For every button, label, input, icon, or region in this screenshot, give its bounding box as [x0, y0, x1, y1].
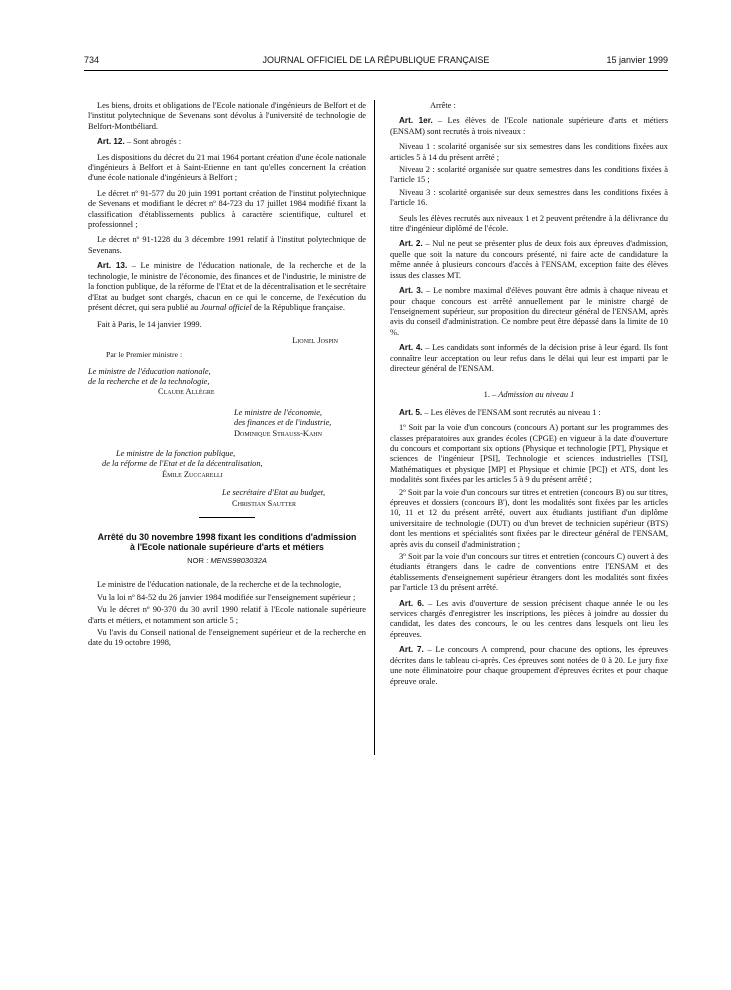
arrete-title: Arrêté du 30 novembre 1998 fixant les conditions d'admission à l'Ecole nationale supérieure d'arts et métiers	[97, 532, 357, 552]
paragraph: Les dispositions du décret du 21 mai 1964 portant création d'une école nationale d'ingénieurs à Belfort et à Saint-Etienne en tant qu'elles concernent la création d'une école nationale d'ingénieurs à Belfort ;	[88, 152, 366, 183]
paragraph: Les biens, droits et obligations de l'Ecole nationale d'ingénieurs de Belfort et de l'institut polytechnique de Sevenans sont dévolus à l'université de technologie de Belfort-Montbéliard.	[88, 101, 366, 131]
signature-prime-minister: Lionel Jospin	[292, 335, 338, 345]
signatory-budget: Le secrétaire d'Etat au budget, Christian Sautter	[222, 488, 326, 508]
signatory-education: Le ministre de l'éducation nationale, de la recherche et de la technologie, Claude Allègre	[88, 366, 215, 397]
paragraph: Vu le décret nº 90-370 du 30 avril 1990 relatif à l'Ecole nationale supérieure d'arts et métiers, et notamment son article 5 ;	[88, 605, 366, 625]
paragraph: 1º Soit par la voie d'un concours (concours A) portant sur les programmes des classes préparatoires aux grandes écoles (CPGE) en vigueur à la date d'ouverture du concours et comportant six options (Physique et technologie [PT], Physique et sciences de l'ingénieur [PSI], Technologie et sciences industrielles [TSI], Mathématiques et physique [MP] et Physique et chimie [PC]) et ATS, dont les modalités sont fixées par les articles 5 à 9 du présent arrêté ;	[390, 423, 668, 485]
arrete-heading: Arrête :	[430, 101, 456, 110]
article-12: Art. 12. – Sont abrogés :	[97, 137, 182, 147]
article-label: Art. 12.	[97, 137, 125, 147]
article-13: Art. 13. – Le ministre de l'éducation nationale, de la recherche et de la technologie, le ministre de l'économie, des finances et de l'industrie, le ministre de la fonction publique, de la réforme de l'Etat et de la décentralisation et le secrétaire d'Etat au budget sont chargés, chacun en ce qui le concerne, de l'exécution du présent décret, qui sera publié au Journal officiel de la République française.	[88, 261, 366, 312]
article-4: Art. 4. – Les candidats sont informés de la décision prise à leur égard. Ils font connaître leur acceptation ou leur refus dans le délai qui leur est imparti par le directeur général de l'ENSAM.	[390, 343, 668, 373]
column-divider	[374, 100, 375, 755]
page-number: 734	[84, 55, 100, 65]
signatory-economy: Le ministre de l'économie, des finances et de l'industrie, Dominique Strauss-Kahn	[234, 407, 332, 438]
paragraph: Le décret nº 91-577 du 20 juin 1991 portant création de l'institut polytechnique de Sevenans et modifiant le décret nº 84-723 du 17 juillet 1984 modifié fixant la classification d'établissements publics à caractère scientifique, culturel et professionnel ;	[88, 188, 366, 230]
section-heading: 1. – Admission au niveau 1	[483, 390, 575, 400]
fait-a-paris: Fait à Paris, le 14 janvier 1999.	[97, 320, 202, 330]
journal-title: JOURNAL OFFICIEL DE LA RÉPUBLIQUE FRANÇAISE	[262, 55, 490, 65]
article-6: Art. 6. – Les avis d'ouverture de session précisent chaque année le ou les services chargés d'enregistrer les inscriptions, les pièces à joindre au dossier du candidat, les dates des concours, le ou les centres dans lesquels ont lieu les épreuves.	[390, 598, 668, 639]
signatory-civil-service: Le ministre de la fonction publique, de la réforme de l'Etat et de la décentralisation, Émile Zuccarelli	[102, 448, 263, 479]
paragraph: Niveau 3 : scolarité organisée sur deux semestres dans les conditions fixées à l'article 16.	[390, 187, 668, 208]
nor-reference: NOR : MENS9803032A	[187, 556, 267, 565]
paragraph: Seuls les élèves recrutés aux niveaux 1 et 2 peuvent prétendre à la délivrance du titre d'ingénieur diplômé de l'école.	[390, 213, 668, 234]
paragraph: Le décret nº 91-1228 du 3 décembre 1991 relatif à l'institut polytechnique de Sevenans.	[88, 235, 366, 255]
paragraph: 2º Soit par la voie d'un concours sur titres et entretien (concours B) ou sur titres, épreuves et dossiers (concours B'), dont les modalités sont fixées par les articles 10, 11 et 12 du présent arrêté, ouvert aux étudiants justifiant d'un diplôme universitaire de technologie (DUT) ou d'un brevet de technicien supérieur (BTS) dont les mentions et spécialités sont fixées par le directeur général de l'ENSAM, après avis du conseil d'administration ;	[390, 487, 668, 549]
issue-date: 15 janvier 1999	[606, 55, 668, 65]
paragraph: Le ministre de l'éducation nationale, de la recherche et de la technologie,	[97, 580, 342, 590]
article-label: Art. 13.	[97, 261, 128, 271]
page-header	[84, 55, 668, 69]
left-column	[88, 101, 366, 654]
par-le-premier-ministre: Par le Premier ministre :	[106, 350, 183, 360]
paragraph: Vu l'avis du Conseil national de l'enseignement supérieur et de la recherche en date du 19 octobre 1998,	[88, 628, 366, 648]
header-rule	[84, 70, 668, 71]
right-column	[390, 101, 668, 692]
article-1: Art. 1er. – Les élèves de l'Ecole nationale supérieure d'arts et métiers (ENSAM) sont recrutés à trois niveaux :	[390, 116, 668, 136]
paragraph: Niveau 2 : scolarité organisée sur quatre semestres dans les conditions fixées à l'article 15 ;	[390, 165, 668, 185]
paragraph: Vu la loi nº 84-52 du 26 janvier 1984 modifiée sur l'enseignement supérieur ;	[97, 592, 356, 602]
paragraph: Niveau 1 : scolarité organisée sur six semestres dans les conditions fixées aux articles 5 à 14 du présent arrêté ;	[390, 142, 668, 162]
article-5: Art. 5. – Les élèves de l'ENSAM sont recrutés au niveau 1 :	[399, 407, 601, 417]
article-7: Art. 7. – Le concours A comprend, pour chacune des options, les épreuves décrites dans le tableau ci-après. Ces épreuves sont notées de 0 à 20. Le jury fixe une note éliminatoire pour chaque groupement d'épreuves écrites et pour chaque épreuve orale.	[390, 645, 668, 686]
article-2: Art. 2. – Nul ne peut se présenter plus de deux fois aux épreuves d'admission, quelle que soit la nature du concours présenté, ni faire acte de candidature la même année à plusieurs concours d'accès à l'ENSAM, exception faite des élèves issus des classes MT.	[390, 239, 668, 280]
separator	[199, 517, 255, 518]
paragraph: 3º Soit par la voie d'un concours sur titres et entretien (concours C) ouvert à des étudiants étrangers dans le cadre de conventions entre l'ENSAM et des établissements d'enseignement supérieur étrangers dont les modalités sont fixées par l'article 13 du présent arrêté.	[390, 552, 668, 593]
article-3: Art. 3. – Le nombre maximal d'élèves pouvant être admis à chaque niveau et pour chaque concours est arrêté annuellement par le ministre chargé de l'enseignement supérieur, sur proposition du directeur général de l'ENSAM, après avis du conseil d'administration. Ce nombre peut être dépassé dans la limite de 10 %.	[390, 286, 668, 337]
